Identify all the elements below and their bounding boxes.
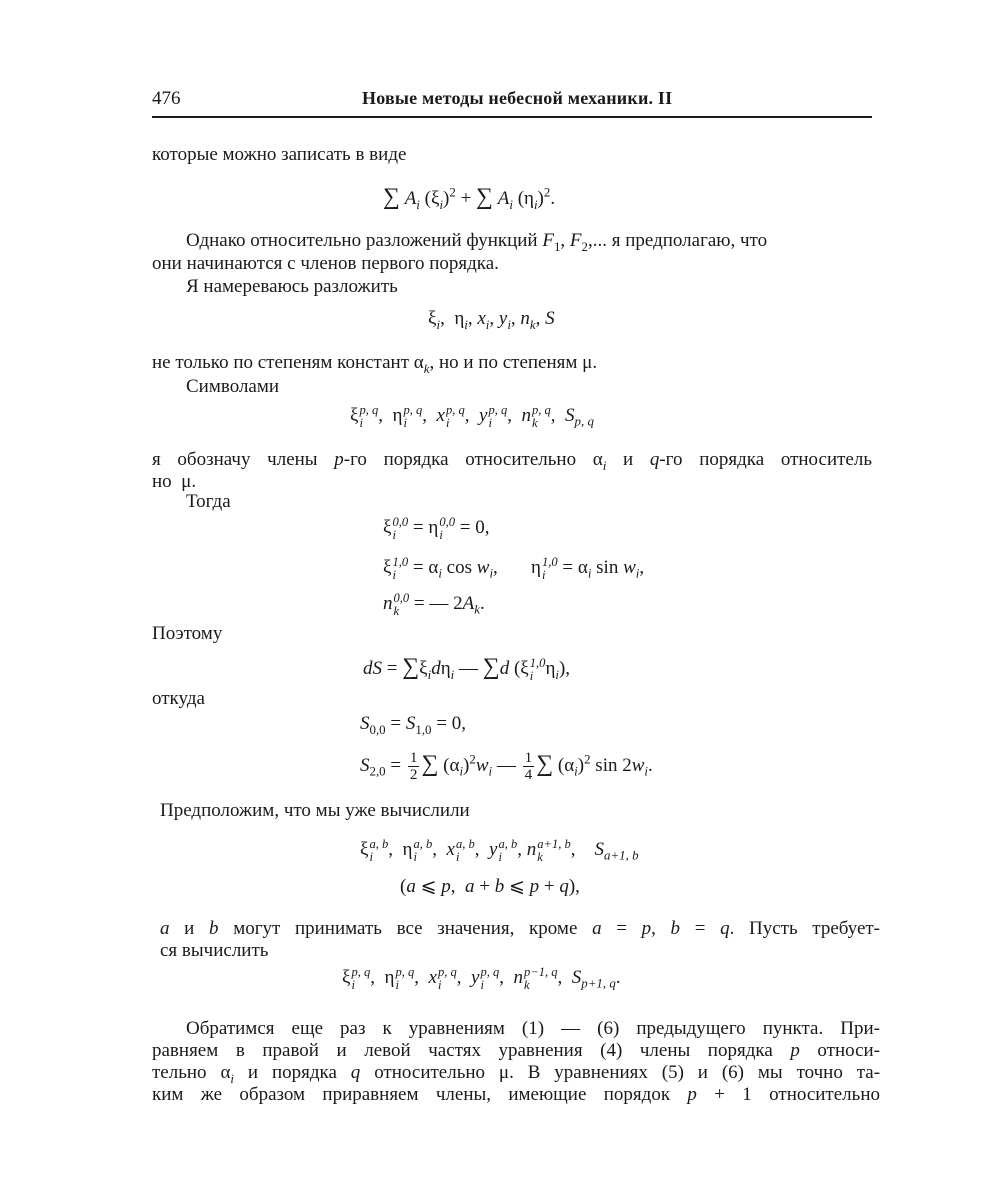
text-line: Предположим, что мы уже вычислили: [160, 800, 470, 821]
running-title: Новые методы небесной механики. II: [362, 88, 673, 108]
text-line: Поэтому: [152, 623, 223, 644]
equation: ξ 1,0 i = $\alpha_i$ $\cos w_i$, η 1,0 i = $\alpha_i$ $\sin w_i$,: [383, 555, 645, 582]
equation: ∑ $A_i$ $(\xi_i)^2$ + ∑ $A_i$ $(\eta_i)^2$.: [383, 184, 556, 212]
text-line: равняем в правой и левой частях уравнения (4) члены порядка p относи-: [152, 1040, 881, 1061]
page-number: 476: [152, 88, 181, 109]
text-line: я обозначу члены p-го порядка относительно $\alpha_i$ и q-го порядка относитель: [152, 449, 872, 473]
text-line: тельно $\alpha_i$ и порядка q относительно μ. В уравнениях (5) и (6) мы точно та-: [152, 1062, 881, 1086]
equation: $S_{2,0}$ = $\frac{1}{2}$ ∑ $(\alpha_i)^2w_i$ — $\frac{1}{4}$ ∑ $(\alpha_i)^2$ $\sin 2w_i$.: [360, 749, 653, 783]
equation: (a ⩽ p, a + b ⩽ p + q),: [400, 876, 580, 897]
header-rule: [152, 116, 872, 118]
text-line: Символами: [186, 376, 280, 397]
text-line: a и b могут принимать все значения, кроме a = p, b = q. Пусть требует-: [160, 918, 881, 939]
text-line: откуда: [152, 688, 205, 709]
text-line: которые можно записать в виде: [152, 144, 407, 165]
text-line: ким же образом приравняем члены, имеющие порядок p + 1 относительно: [152, 1084, 880, 1105]
text-line: Обратимся еще раз к уравнениям (1) — (6) предыдущего пункта. При-: [186, 1018, 880, 1039]
equation: $\xi_i$, $\eta_i$, $x_i$, $y_i$, $n_k$, S: [428, 308, 555, 332]
equation: n 0,0 k = — $2A_k$.: [383, 591, 485, 618]
text-line: ся вычислить: [160, 940, 269, 961]
equation: ξ p, q i , η p, q i , x p, q i , y p, q i , n p−1, q k , $S_{p+1, q}$.: [342, 965, 621, 992]
equation: ξ a, b i , η a, b i , x a, b i , y a, b i , n a+1, b k , $S_{a+1, b}$: [360, 837, 639, 864]
text-line: Тогда: [186, 491, 231, 512]
equation: ξ p, q i , η p, q i , x p, q i , y p, q i , n p, q k , $S_{p, q}$: [350, 403, 594, 430]
text-line: не только по степеням констант $\alpha_k$, но и по степеням μ.: [152, 352, 598, 376]
text-line: Я намереваюсь разложить: [186, 276, 398, 297]
text-line: они начинаются с членов первого порядка.: [152, 253, 499, 274]
equation: dS = $\sum\xi_id\eta_i$ — ∑d (ξ 1,0 i $\eta_i$),: [363, 654, 571, 683]
page-header: [152, 88, 872, 118]
equation: ξ 0,0 i = η 0,0 i = 0,: [383, 515, 490, 542]
equation: $S_{0,0} = S_{1,0} = 0$,: [360, 713, 466, 737]
text-line: Однако относительно разложений функций $F_1$, $F_2$,... я предполагаю, что: [186, 230, 768, 254]
text-line: но μ.: [152, 471, 197, 492]
